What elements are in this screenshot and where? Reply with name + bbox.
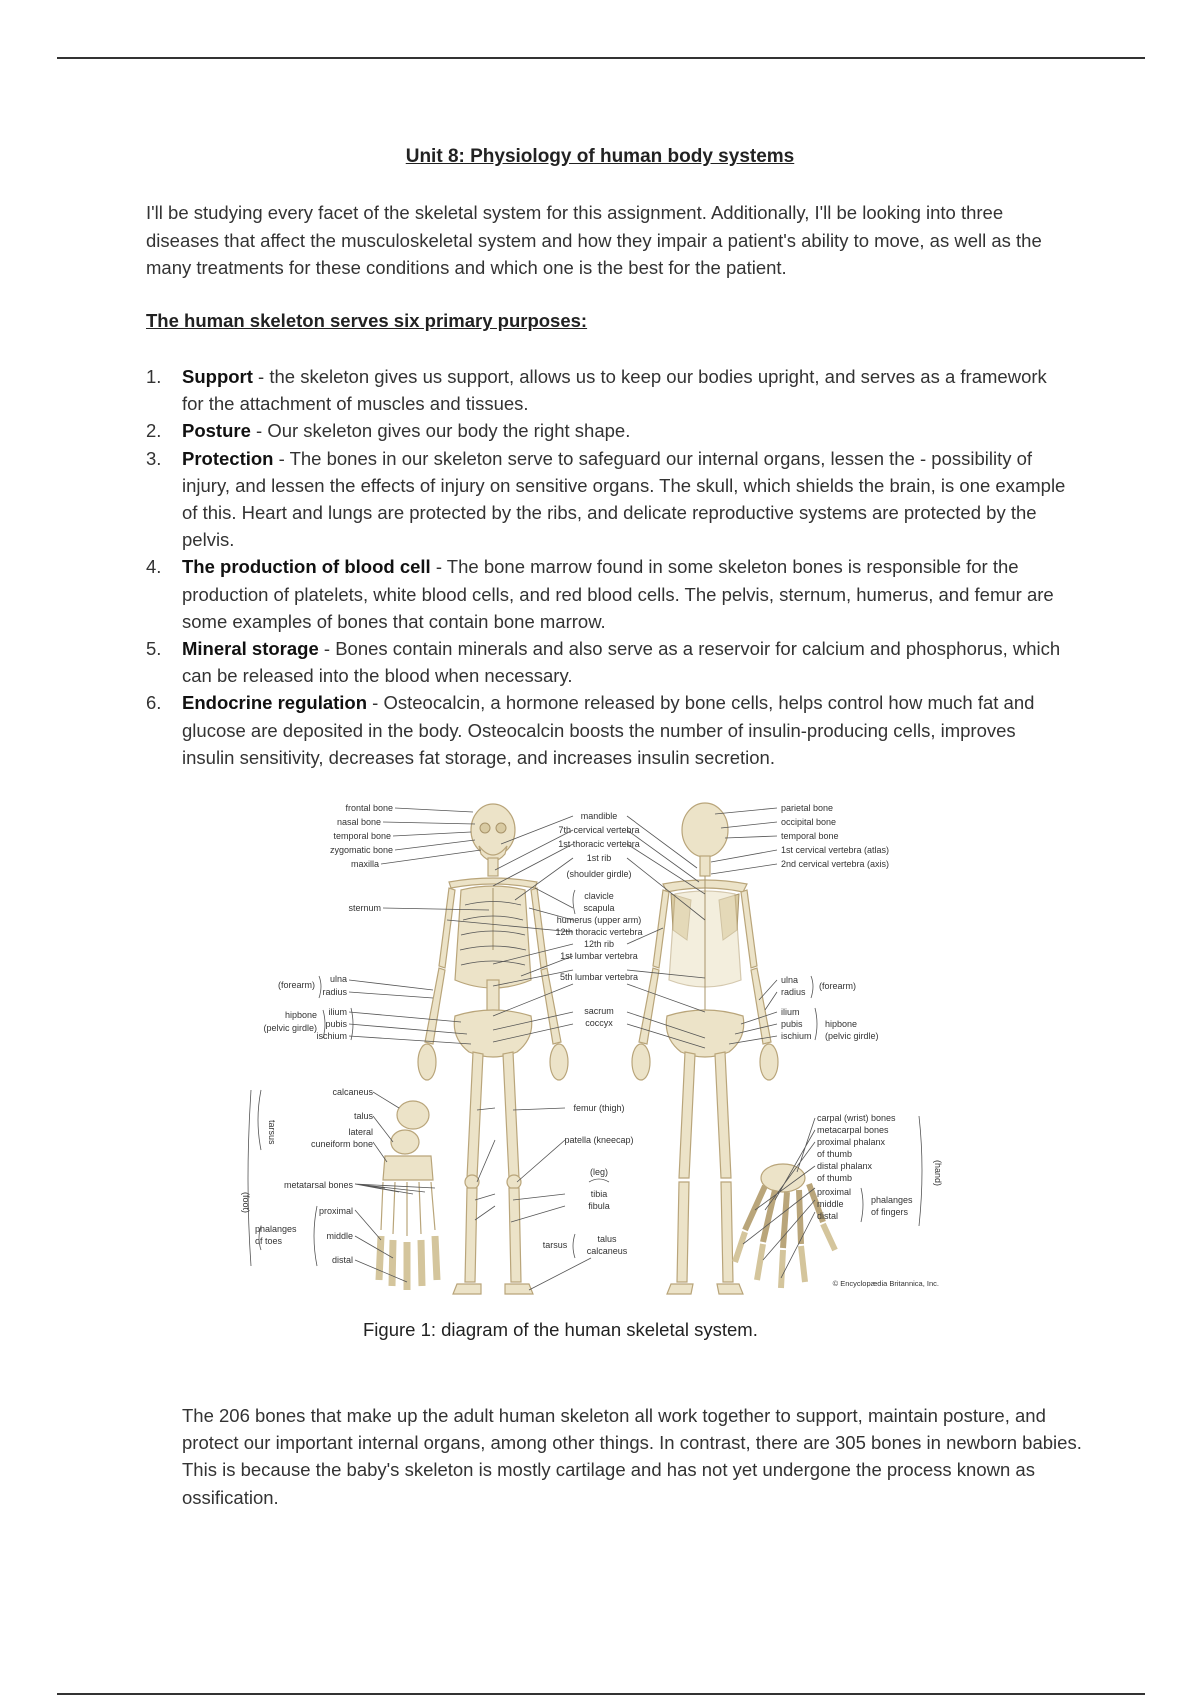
label-foot-distal: distal — [331, 1255, 353, 1265]
back-left-foot — [717, 1284, 743, 1294]
foot-inset — [379, 1101, 437, 1290]
list-item: 6. Endocrine regulation - Osteocalcin, a hormone released by bone cells, helps control how much fat and glucose are deposited in the body. Osteocalcin boosts the number of insulin-producing cells, improves insulin sensitivity, decreases fat storage, and increases insulin secretion. — [146, 692, 1035, 768]
label-12th-thoracic: 12th thoracic vertebra — [555, 927, 643, 937]
label-hipbone-back: hipbone — [825, 1019, 858, 1029]
label-ulna-back: ulna — [781, 975, 799, 985]
list-item: 5. Mineral storage - Bones contain minerals and also serve as a reservoir for calcium and phosphorus, which can be released into the blood when necessary. — [146, 638, 1061, 687]
label-mandible: mandible — [580, 811, 618, 821]
list-item: 2. Posture - Our skeleton gives our body the right shape. — [146, 420, 631, 442]
label-foot-middle: middle — [326, 1231, 353, 1241]
label-hand: (hand) — [933, 1160, 943, 1187]
front-right-patella — [465, 1175, 479, 1189]
foot-phalanges — [379, 1236, 437, 1290]
back-neck — [700, 856, 710, 876]
purposes-list — [146, 363, 1066, 771]
back-left-femur — [715, 1052, 731, 1178]
back-right-foot — [667, 1284, 693, 1294]
back-right-braces — [811, 976, 817, 1040]
skeleton-figure — [235, 790, 1035, 1308]
label-maxilla: maxilla — [350, 859, 379, 869]
label-sacrum: sacrum — [584, 1006, 614, 1016]
label-shoulder-girdle: (shoulder girdle) — [566, 869, 632, 879]
front-right-femur — [467, 1052, 483, 1178]
foot-talus — [391, 1130, 419, 1154]
label-foot-of-toes: of toes — [255, 1236, 283, 1246]
front-left-hand — [550, 1044, 568, 1080]
label-12th-rib: 12th rib — [583, 939, 615, 949]
figure-caption: Figure 1: diagram of the human skeletal system. — [363, 1319, 758, 1340]
label-7th-cervical: 7th cervical vertebra — [558, 825, 640, 835]
label-femur: femur (thigh) — [573, 1103, 625, 1113]
label-axis: 2nd cervical vertebra (axis) — [781, 859, 890, 869]
label-scapula: scapula — [583, 903, 615, 913]
label-foot-talus: talus — [353, 1111, 373, 1121]
list-item: 1. Support - the skeleton gives us support, allows us to keep our bodies upright, and serves as a framework for the attachment of muscles and tissues. — [146, 366, 1047, 415]
label-talus-center: talus — [597, 1234, 617, 1244]
label-calcaneus-center: calcaneus — [586, 1246, 628, 1256]
label-pubis-back: pubis — [781, 1019, 803, 1029]
label-1st-thoracic: 1st thoracic vertebra — [558, 839, 640, 849]
label-foot: (foot) — [241, 1192, 251, 1214]
front-left-patella — [507, 1175, 521, 1189]
label-5th-lumbar: 5th lumbar vertebra — [559, 972, 639, 982]
front-right-hand — [418, 1044, 436, 1080]
front-right-humerus — [439, 888, 455, 968]
label-radius-back: radius — [781, 987, 806, 997]
front-eye-socket — [496, 823, 506, 833]
back-right-hand — [632, 1044, 650, 1080]
label-foot-lateral: lateral — [348, 1127, 373, 1137]
back-skull — [682, 803, 728, 857]
label-hipbone-front: hipbone — [284, 1010, 317, 1020]
label-ilium-front: ilium — [328, 1007, 347, 1017]
front-left-tibia — [509, 1188, 521, 1282]
label-of-thumb-2: of thumb — [817, 1173, 853, 1183]
foot-tarsals — [383, 1156, 433, 1180]
label-temporal-bone-back: temporal bone — [781, 831, 839, 841]
top-rule — [57, 57, 1145, 59]
label-clavicle: clavicle — [584, 891, 614, 901]
label-radius-front: radius — [322, 987, 347, 997]
front-right-forearm — [425, 968, 445, 1044]
label-hand-middle: middle — [817, 1199, 844, 1209]
label-metacarpal-bones: metacarpal bones — [817, 1125, 889, 1135]
label-carpal-bones: carpal (wrist) bones — [817, 1113, 896, 1123]
label-pelvic-girdle-front: (pelvic girdle) — [263, 1023, 317, 1033]
label-ischium-front: ischium — [316, 1031, 347, 1041]
page-title: Unit 8: Physiology of human body systems — [405, 146, 795, 167]
front-right-foot — [453, 1284, 481, 1294]
back-left-humerus — [741, 890, 757, 968]
label-ilium-back: ilium — [781, 1007, 800, 1017]
label-proximal-phalanx: proximal phalanx — [817, 1137, 886, 1147]
front-left-foot — [505, 1284, 533, 1294]
label-leg: (leg) — [589, 1167, 609, 1177]
label-ulna-front: ulna — [329, 974, 347, 984]
foot-calcaneus — [397, 1101, 429, 1129]
label-hand-of-fingers: of fingers — [871, 1207, 909, 1217]
label-pubis-front: pubis — [325, 1019, 347, 1029]
label-foot-proximal: proximal — [318, 1206, 353, 1216]
label-coccyx: coccyx — [585, 1018, 613, 1028]
label-hand-distal: distal — [817, 1211, 839, 1221]
label-1st-rib: 1st rib — [586, 853, 612, 863]
back-right-tibia — [677, 1182, 689, 1282]
label-zygomatic-bone: zygomatic bone — [329, 845, 393, 855]
label-temporal-bone: temporal bone — [333, 831, 391, 841]
label-1st-lumbar: 1st lumbar vertebra — [560, 951, 638, 961]
label-of-thumb-1: of thumb — [817, 1149, 853, 1159]
label-patella: patella (kneecap) — [564, 1135, 634, 1145]
back-skeleton — [632, 803, 778, 1294]
hand-metacarpals — [745, 1184, 823, 1248]
label-forearm-front: (forearm) — [277, 980, 315, 990]
label-humerus: humerus (upper arm) — [556, 915, 642, 925]
skeleton-diagram — [235, 790, 1035, 1308]
label-sternum: sternum — [348, 903, 381, 913]
label-parietal-bone: parietal bone — [781, 803, 834, 813]
credit-text: © Encyclopædia Britannica, Inc. — [832, 1279, 939, 1288]
label-forearm-back: (forearm) — [819, 981, 857, 991]
front-skull — [471, 804, 515, 856]
closing-paragraph: The 206 bones that make up the adult human skeleton all work together to support, maintain posture, and protect our important internal organs, among other things. In contrast, there are 305 bones in newborn babies. This is because the baby's skeleton is mostly cartilage and has not yet undergone the process known as ossification. — [182, 1405, 1082, 1508]
label-ischium-back: ischium — [781, 1031, 812, 1041]
front-neck — [488, 858, 498, 876]
back-left-hand — [760, 1044, 778, 1080]
front-left-femur — [503, 1052, 519, 1178]
label-nasal-bone: nasal bone — [336, 817, 381, 827]
label-metatarsal-bones: metatarsal bones — [283, 1180, 353, 1190]
label-foot-tarsus: tarsus — [267, 1120, 277, 1145]
label-occipital-bone: occipital bone — [781, 817, 837, 827]
label-hand-phalanges: phalanges — [871, 1195, 913, 1205]
label-fibula: fibula — [588, 1201, 610, 1211]
label-foot-phalanges: phalanges — [255, 1224, 297, 1234]
label-frontal-bone: frontal bone — [345, 803, 393, 813]
label-hand-proximal: proximal — [817, 1187, 852, 1197]
front-eye-socket — [480, 823, 490, 833]
label-atlas: 1st cervical vertebra (atlas) — [781, 845, 890, 855]
back-left-tibia — [721, 1182, 733, 1282]
front-pelvis — [454, 1010, 531, 1057]
label-distal-phalanx: distal phalanx — [817, 1161, 873, 1171]
label-tibia: tibia — [590, 1189, 608, 1199]
label-foot-calcaneus: calcaneus — [332, 1087, 373, 1097]
section-heading: The human skeleton serves six primary purposes: — [146, 310, 588, 331]
label-foot-cuneiform: cuneiform bone — [310, 1139, 373, 1149]
list-item: 4. The production of blood cell - The bone marrow found in some skeleton bones is responsible for the production of platelets, white blood cells, and red blood cells. The pelvis, sternum, humerus, and femur are some examples of bones that contain bone marrow. — [146, 556, 1054, 632]
back-right-femur — [679, 1052, 695, 1178]
label-tarsus-center: tarsus — [542, 1240, 568, 1250]
bottom-rule — [57, 1693, 1145, 1695]
front-right-tibia — [465, 1188, 477, 1282]
intro-paragraph: I'll be studying every facet of the skeletal system for this assignment. Additionally, I'll be looking into three diseases that affect the musculoskeletal system and how they impair a patient's ability to move, as well as the many treatments for these conditions and which one is the best for the patient. — [146, 202, 1042, 278]
list-item: 3. Protection - The bones in our skeleton serve to safeguard our internal organs, lessen the - possibility of injury, and lessen the effects of injury on sensitive organs. The skull, which shields the brain, is one example of this. Heart and lungs are protected by the ribs, and delicate reproductive systems are protected by the pelvis. — [146, 447, 1066, 551]
label-pelvic-girdle-back: (pelvic girdle) — [825, 1031, 879, 1041]
front-left-forearm — [541, 968, 561, 1044]
back-pelvis — [666, 1010, 743, 1057]
